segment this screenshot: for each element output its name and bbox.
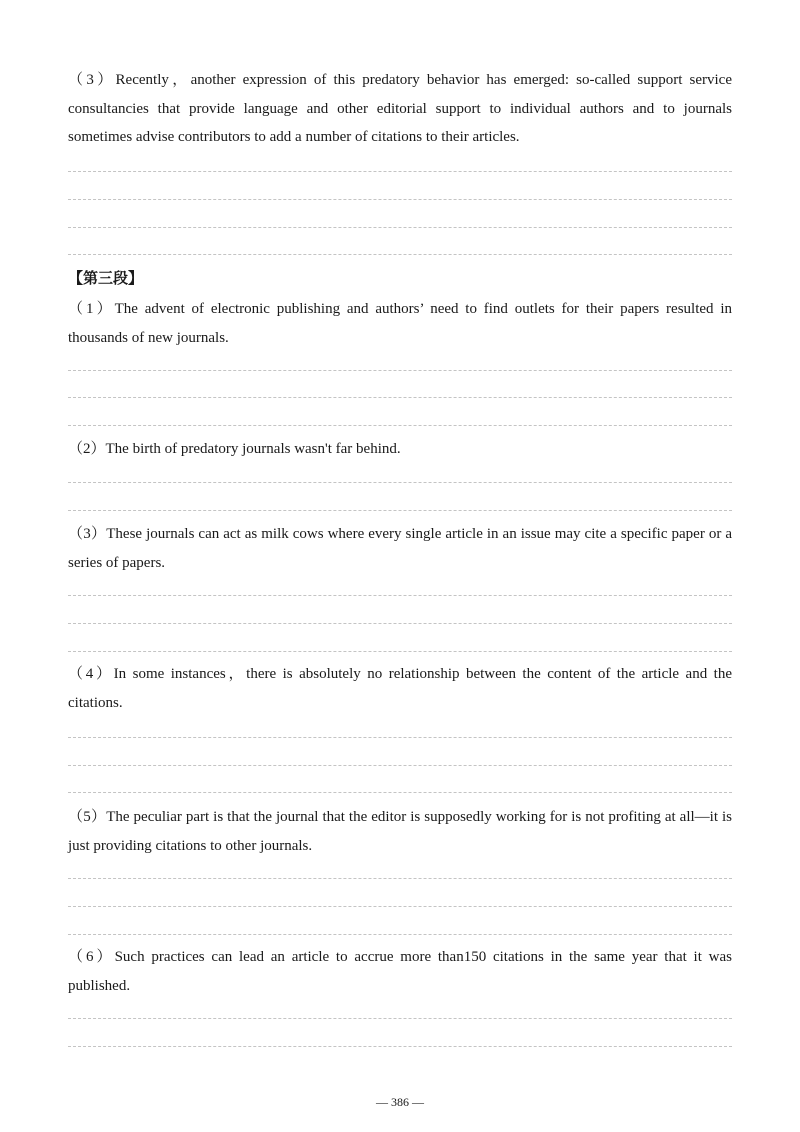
- paragraph-5: （5）The peculiar part is that the journal that the editor is supposedly working for is not profiting at all—it is just providing citations to other journals.: [68, 809, 732, 854]
- answer-line[interactable]: [68, 171, 732, 172]
- answer-line[interactable]: [68, 425, 732, 426]
- paragraph-1: （1）The advent of electronic publishing and authors’ need to find outlets for their papers resulted in thousands of new journals.: [68, 301, 732, 346]
- answer-line[interactable]: [68, 1018, 732, 1019]
- paragraph-prev-3: （3）Recently，another expression of this predatory behavior has emerged: so-called support service consultancies that provide language and other editorial support to individual authors and to journals sometimes advise contributors to add a number of citations to their articles.: [68, 72, 732, 145]
- answer-line[interactable]: [68, 482, 732, 483]
- section-heading: 【第三段】: [68, 269, 144, 287]
- answer-line[interactable]: [68, 370, 732, 371]
- answer-line[interactable]: [68, 227, 732, 228]
- answer-line[interactable]: [68, 595, 732, 596]
- answer-line[interactable]: [68, 792, 732, 793]
- answer-line[interactable]: [68, 878, 732, 879]
- answer-line[interactable]: [68, 1046, 732, 1047]
- paragraph-3: （3）These journals can act as milk cows where every single article in an issue may cite a specific paper or a series of papers.: [68, 526, 732, 571]
- paragraph-4: （4）In some instances，there is absolutely no relationship between the content of the article and the citations.: [68, 666, 732, 711]
- answer-line[interactable]: [68, 906, 732, 907]
- answer-line[interactable]: [68, 199, 732, 200]
- answer-line[interactable]: [68, 254, 732, 255]
- paragraph-6: （6）Such practices can lead an article to accrue more than150 citations in the same year that it was published.: [68, 949, 732, 994]
- answer-line[interactable]: [68, 510, 732, 511]
- page-number: — 386 —: [376, 1095, 424, 1109]
- answer-line[interactable]: [68, 765, 732, 766]
- answer-line[interactable]: [68, 651, 732, 652]
- answer-line[interactable]: [68, 737, 732, 738]
- answer-line[interactable]: [68, 934, 732, 935]
- answer-line[interactable]: [68, 397, 732, 398]
- paragraph-2: （2）The birth of predatory journals wasn't far behind.: [68, 441, 401, 457]
- answer-line[interactable]: [68, 623, 732, 624]
